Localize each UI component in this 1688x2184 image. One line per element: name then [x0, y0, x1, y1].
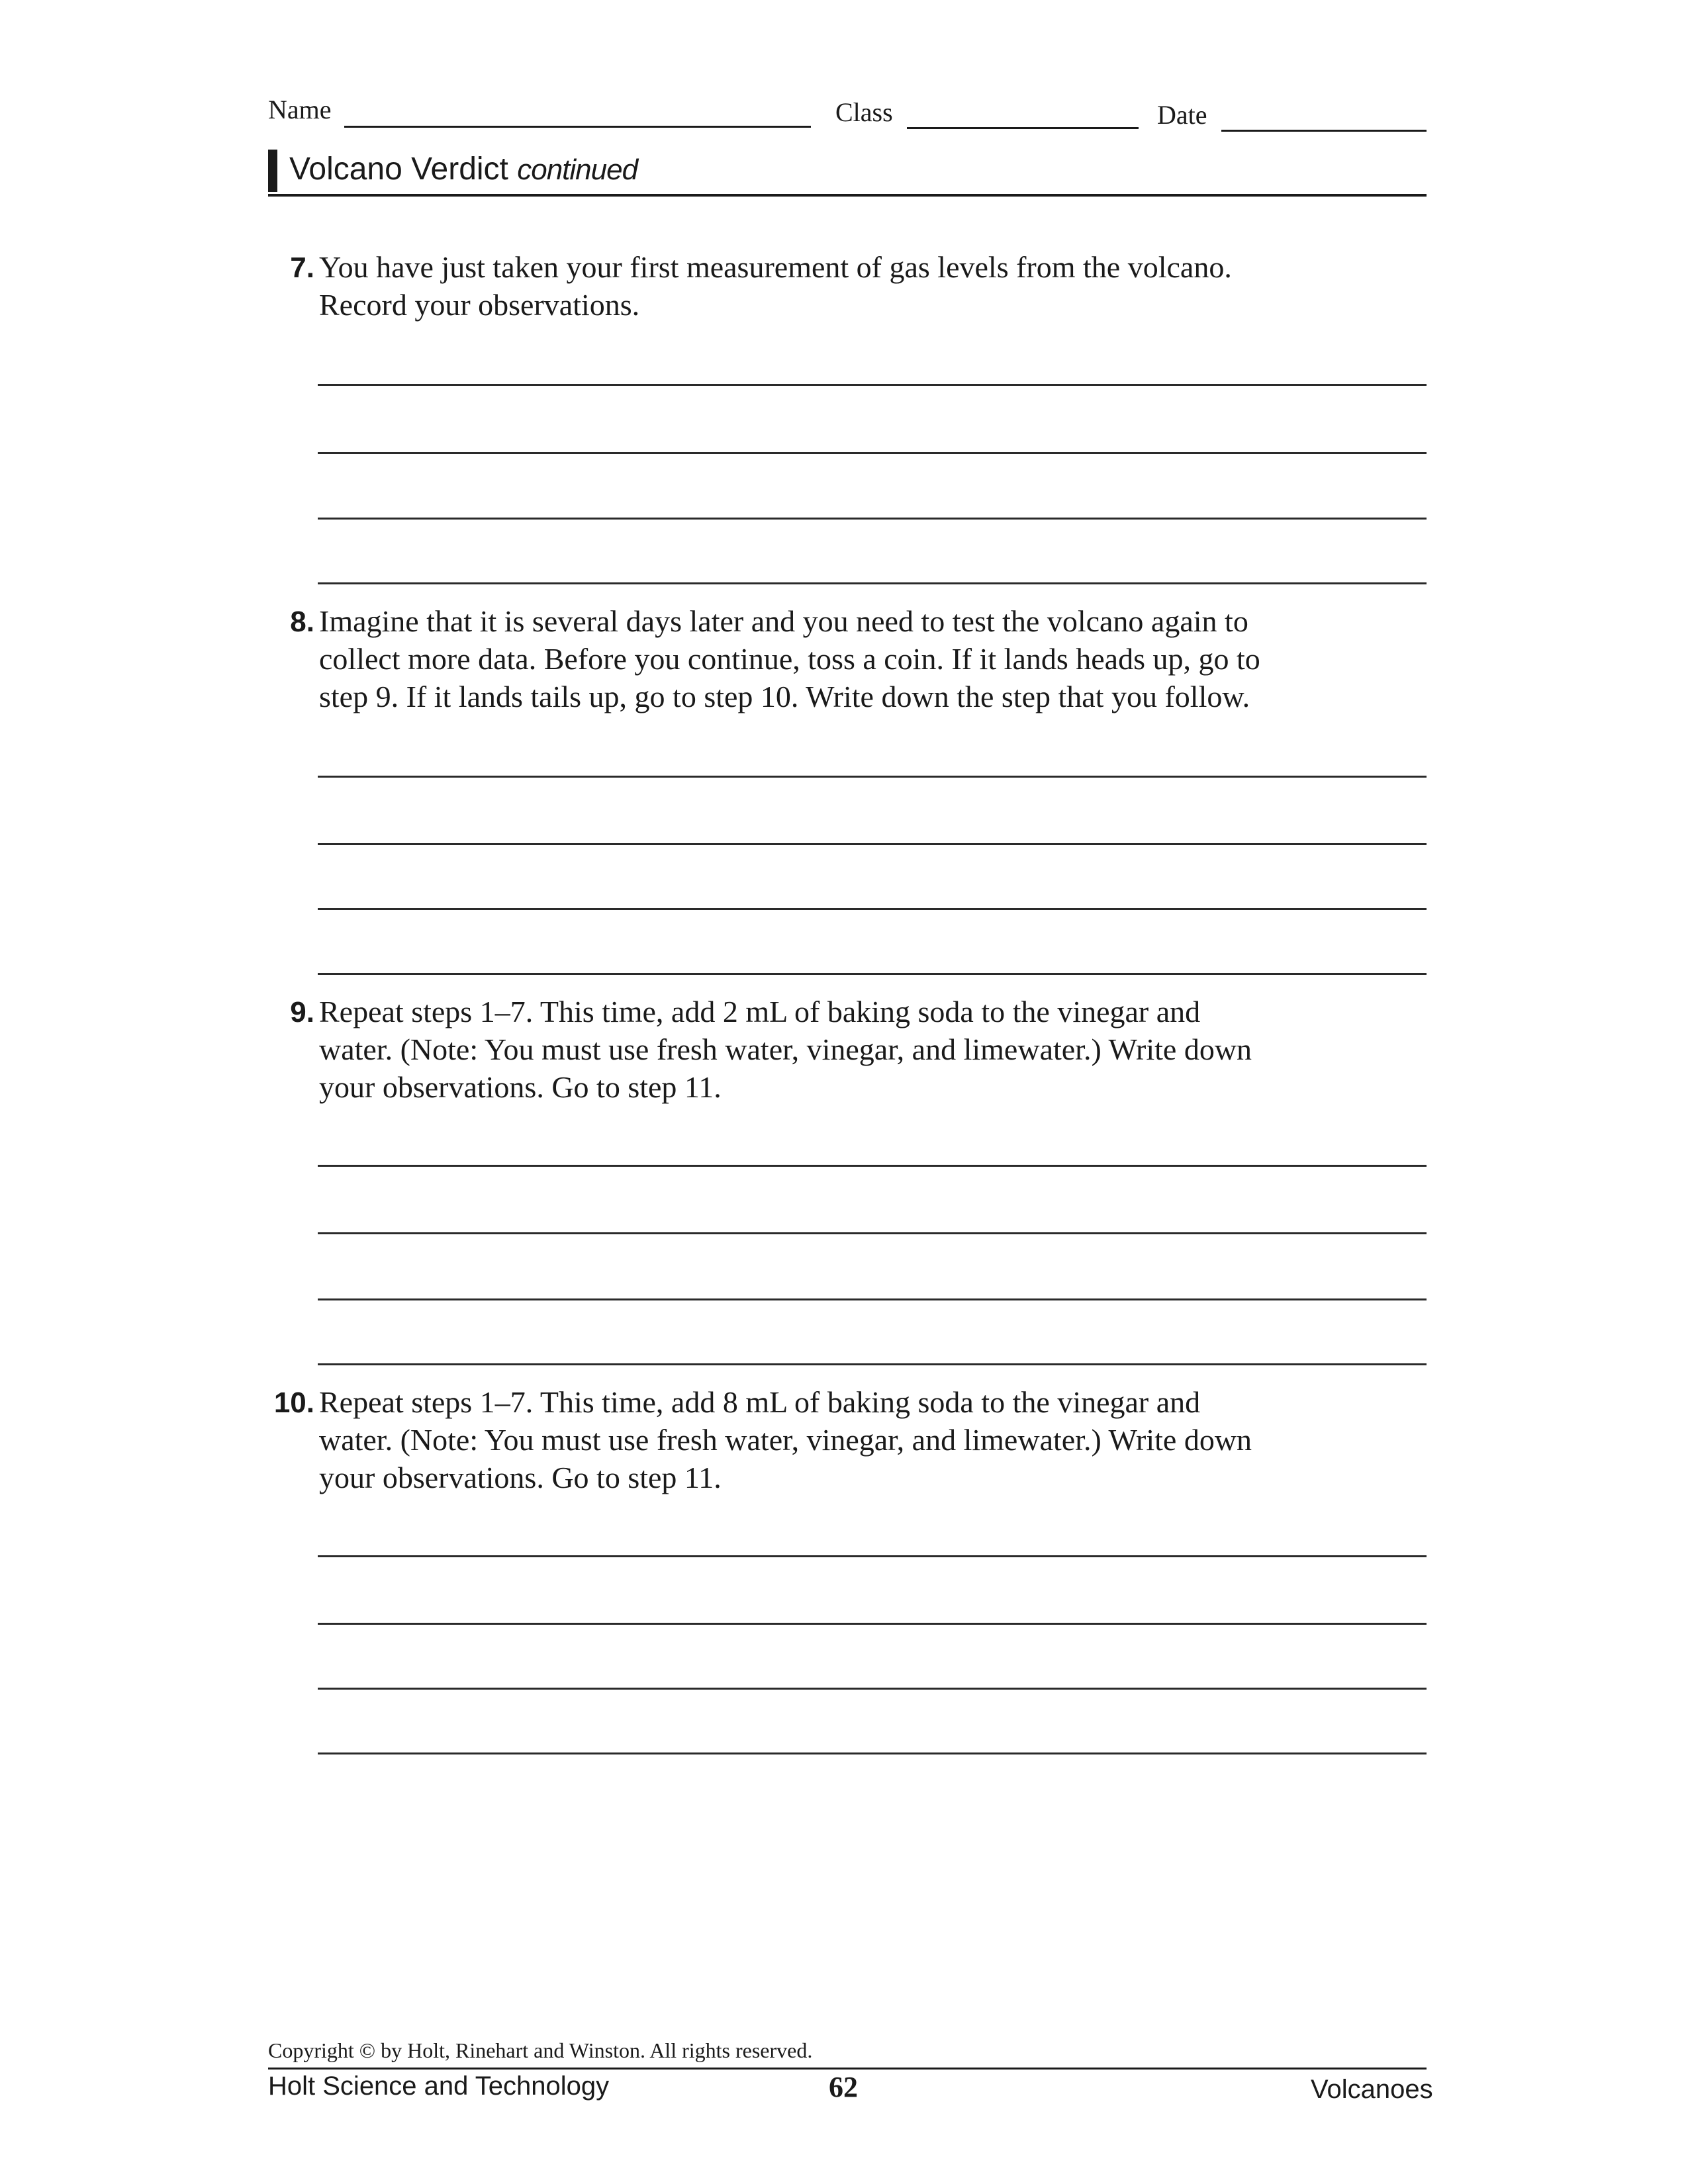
question-line: Imagine that it is several days later and you need to test the volcano again to — [319, 604, 1248, 638]
publisher-name: Holt Science and Technology — [268, 2071, 610, 2101]
question-line: your observations. Go to step 11. — [319, 1461, 722, 1494]
answer-line[interactable] — [318, 908, 1427, 910]
answer-line[interactable] — [318, 384, 1427, 386]
question-9-number: 9. — [290, 996, 314, 1028]
question-line: collect more data. Before you continue, toss a coin. If it lands heads up, go to — [319, 642, 1260, 676]
class-field[interactable] — [907, 127, 1139, 129]
answer-line[interactable] — [318, 1752, 1427, 1754]
question-line: water. (Note: You must use fresh water, vinegar, and limewater.) Write down — [319, 1423, 1252, 1457]
name-field[interactable] — [344, 126, 811, 128]
answer-line[interactable] — [318, 843, 1427, 845]
answer-line[interactable] — [318, 1363, 1427, 1365]
copyright-notice: Copyright © by Holt, Rinehart and Winston. All rights reserved. — [268, 2038, 813, 2062]
answer-line[interactable] — [318, 1232, 1427, 1234]
class-label: Class — [835, 97, 893, 127]
question-10-text — [319, 1383, 1444, 1496]
date-label: Date — [1157, 100, 1207, 130]
title-marker — [268, 150, 277, 192]
answer-line[interactable] — [318, 452, 1427, 454]
question-line: You have just taken your first measurement of gas levels from the volcano. — [319, 250, 1232, 284]
question-8-number: 8. — [290, 606, 314, 638]
question-line: water. (Note: You must use fresh water, vinegar, and limewater.) Write down — [319, 1032, 1252, 1066]
question-7-number: 7. — [290, 251, 314, 284]
question-line: your observations. Go to step 11. — [319, 1070, 722, 1104]
question-8-text — [319, 602, 1444, 715]
question-line: step 9. If it lands tails up, go to step 10. Write down the step that you follow. — [319, 680, 1250, 713]
answer-line[interactable] — [318, 1555, 1427, 1557]
question-10-number: 10. — [273, 1387, 314, 1419]
answer-line[interactable] — [318, 776, 1427, 778]
question-9-text — [319, 993, 1444, 1106]
answer-line[interactable] — [318, 1623, 1427, 1625]
page-number: 62 — [829, 2071, 858, 2103]
chapter-name: Volcanoes — [1311, 2075, 1433, 2104]
answer-line[interactable] — [318, 1165, 1427, 1167]
title-main: Volcano Verdict — [289, 152, 508, 187]
page-title — [289, 151, 637, 187]
name-label: Name — [268, 95, 332, 124]
answer-line[interactable] — [318, 1298, 1427, 1300]
answer-line[interactable] — [318, 973, 1427, 975]
answer-line[interactable] — [318, 1688, 1427, 1690]
question-7-text — [319, 248, 1444, 324]
question-line: Repeat steps 1–7. This time, add 8 mL of baking soda to the vinegar and — [319, 1385, 1201, 1419]
answer-line[interactable] — [318, 582, 1427, 584]
question-line: Repeat steps 1–7. This time, add 2 mL of baking soda to the vinegar and — [319, 995, 1201, 1028]
date-field[interactable] — [1221, 130, 1427, 132]
footer-rule — [268, 2068, 1427, 2070]
question-line: Record your observations. — [319, 288, 640, 322]
answer-line[interactable] — [318, 518, 1427, 520]
title-suffix: continued — [517, 154, 638, 186]
